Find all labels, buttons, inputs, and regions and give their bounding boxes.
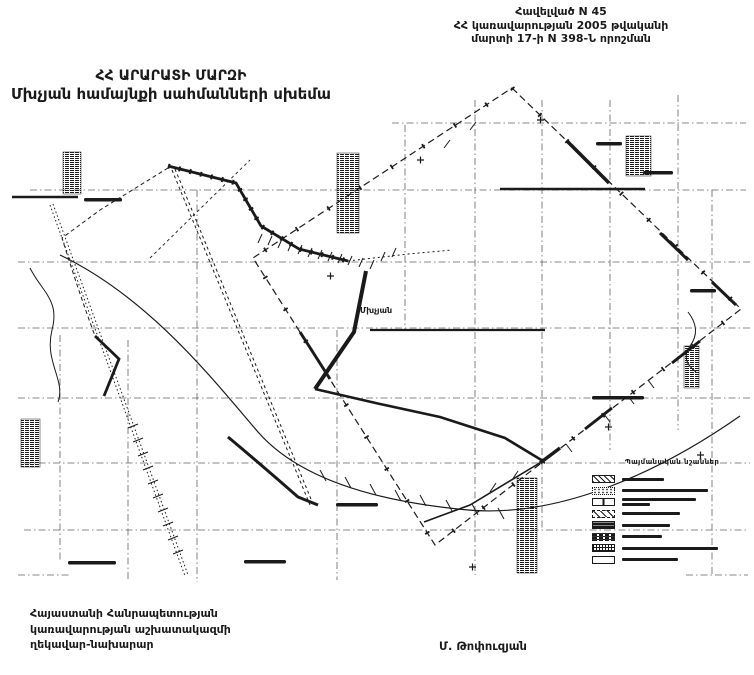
legend-item xyxy=(592,475,752,483)
legend-swatch xyxy=(592,533,615,541)
legend-swatch xyxy=(592,544,615,552)
legend-item xyxy=(592,544,752,552)
legend-swatch xyxy=(592,487,615,495)
legend-label-illegible xyxy=(622,524,670,527)
map-legend xyxy=(592,458,752,567)
authority-line-2: կառավարության աշխատակազմի xyxy=(30,622,231,636)
legend-swatch xyxy=(592,521,615,529)
legend-item xyxy=(592,510,752,518)
legend-label-illegible xyxy=(622,489,708,492)
legend-swatch xyxy=(592,556,615,564)
legend-title: Պայմանական նշաններ xyxy=(624,458,720,466)
legend-swatch xyxy=(592,510,615,518)
legend-item xyxy=(592,521,752,529)
legend-swatch xyxy=(592,498,615,506)
legend-item xyxy=(592,533,752,541)
annotation-line-1: Հավելված N 45 xyxy=(515,5,607,18)
signing-authority xyxy=(30,606,231,653)
legend-item xyxy=(592,498,752,506)
legend-label-illegible xyxy=(622,498,696,506)
annotation-line-2: ՀՀ կառավարության 2005 թվականի xyxy=(453,18,669,32)
legend-label-illegible xyxy=(622,478,664,481)
railway-line xyxy=(50,169,313,576)
authority-line-3: ղեկավար-նախարար xyxy=(30,638,154,651)
legend-item xyxy=(592,487,752,495)
map-title-subject: Մխչյան համայնքի սահմանների սխեմա xyxy=(10,85,332,103)
hachure-ticks xyxy=(258,234,518,519)
signature-name: Մ. Թոփուզյան xyxy=(439,639,527,653)
map-title-region: ՀՀ ԱՐԱՐԱՏԻ ՄԱՐԶԻ xyxy=(95,68,247,84)
legend-items xyxy=(592,475,752,564)
legend-item xyxy=(592,556,752,564)
community-boundary xyxy=(62,166,543,522)
legend-swatch xyxy=(592,475,615,483)
diamond-hachure-ticks xyxy=(444,122,654,452)
annotation-line-3: մարտի 17-ի N 398-Ն որոշման xyxy=(471,32,651,45)
legend-label-illegible xyxy=(622,512,680,515)
legend-label-illegible xyxy=(622,535,662,538)
legend-label-illegible xyxy=(622,558,678,561)
authority-line-1: Հայաստանի Հանրապետության xyxy=(30,607,218,620)
legend-label-illegible xyxy=(622,547,718,550)
community-name-label: Մխչյան xyxy=(360,306,393,315)
